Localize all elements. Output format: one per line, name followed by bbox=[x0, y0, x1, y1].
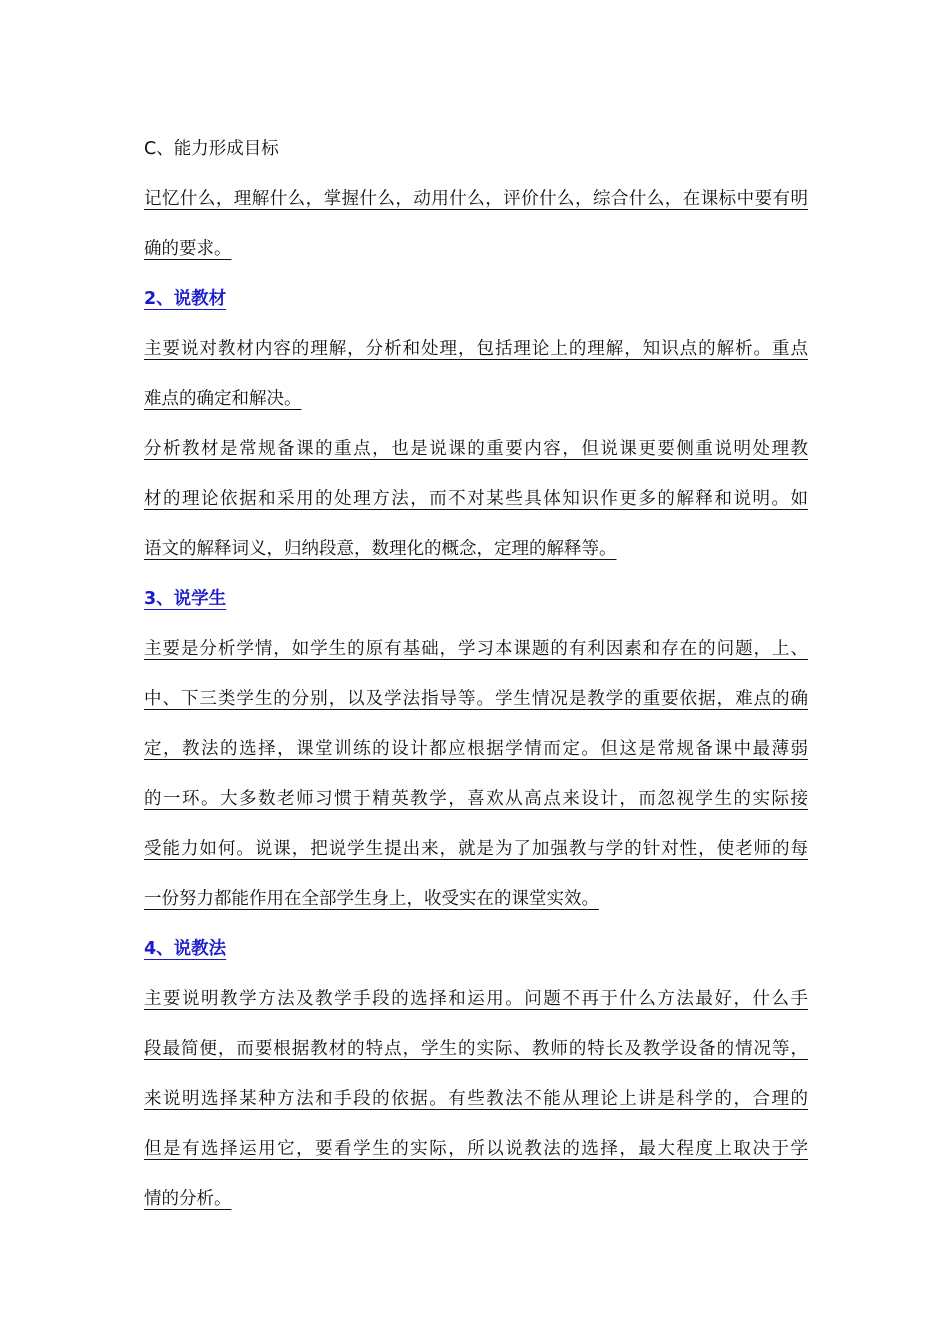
paragraph-line: 但是有选择运用它，要看学生的实际，所以说教法的选择，最大程度上取决于学 bbox=[144, 1139, 808, 1159]
heading-link-teaching-material[interactable]: 2、说教材 bbox=[144, 289, 227, 309]
paragraph-line: 难点的确定和解决。 bbox=[144, 389, 302, 409]
paragraph-line: 主要说对教材内容的理解，分析和处理，包括理论上的理解，知识点的解析。重点 bbox=[144, 339, 808, 359]
paragraph-line: 语文的解释词义，归纳段意，数理化的概念，定理的解释等。 bbox=[144, 539, 617, 559]
paragraph-line: 情的分析。 bbox=[144, 1189, 232, 1209]
document-page bbox=[144, 124, 808, 1224]
paragraph-line: 一份努力都能作用在全部学生身上，收受实在的课堂实效。 bbox=[144, 889, 599, 909]
section-c-title: C、能力形成目标 bbox=[144, 139, 279, 159]
paragraph-line: 分析教材是常规备课的重点，也是说课的重要内容，但说课更要侧重说明处理教 bbox=[144, 439, 808, 459]
heading-link-teaching-method[interactable]: 4、说教法 bbox=[144, 939, 227, 959]
paragraph-line: 段最简便，而要根据教材的特点，学生的实际、教师的特长及教学设备的情况等， bbox=[144, 1039, 808, 1059]
heading-link-students[interactable]: 3、说学生 bbox=[144, 589, 227, 609]
paragraph-line: 确的要求。 bbox=[144, 239, 232, 259]
paragraph-line: 中、下三类学生的分别，以及学法指导等。学生情况是教学的重要依据，难点的确 bbox=[144, 689, 808, 709]
paragraph-line: 来说明选择某种方法和手段的依据。有些教法不能从理论上讲是科学的，合理的 bbox=[144, 1089, 808, 1109]
paragraph-line: 定，教法的选择，课堂训练的设计都应根据学情而定。但这是常规备课中最薄弱 bbox=[144, 739, 808, 759]
paragraph-line: 主要是分析学情，如学生的原有基础，学习本课题的有利因素和存在的问题，上、 bbox=[144, 639, 808, 659]
paragraph-line: 受能力如何。说课，把说学生提出来，就是为了加强教与学的针对性，使老师的每 bbox=[144, 839, 808, 859]
paragraph-line: 材的理论依据和采用的处理方法，而不对某些具体知识作更多的解释和说明。如 bbox=[144, 489, 808, 509]
paragraph-line: 主要说明教学方法及教学手段的选择和运用。问题不再于什么方法最好，什么手 bbox=[144, 989, 808, 1009]
paragraph-line: 的一环。大多数老师习惯于精英教学，喜欢从高点来设计，而忽视学生的实际接 bbox=[144, 789, 808, 809]
paragraph-line: 记忆什么，理解什么，掌握什么，动用什么，评价什么，综合什么，在课标中要有明 bbox=[144, 189, 808, 209]
